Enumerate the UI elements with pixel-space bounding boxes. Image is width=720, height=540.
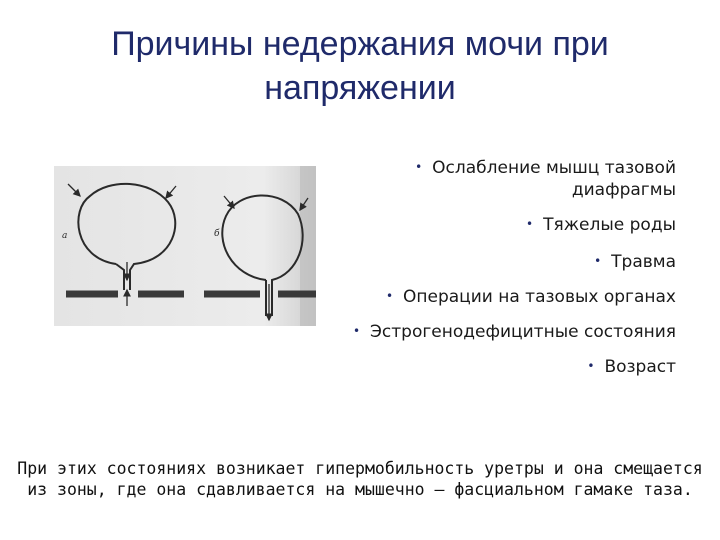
cause-item [346, 320, 676, 343]
bullet-icon: • [352, 324, 361, 338]
label-b: б [214, 229, 220, 239]
footer-explanation: При этих состояниях возникает гипермобильность уретры и она смещается из зоны, где она сдавливается на мышечно – фасциальном гамаке таза. [17, 459, 703, 499]
slide-title-line-1: Причины недержания мочи при [111, 25, 609, 63]
figure-background [54, 166, 316, 326]
cause-label: Тяжелые роды [543, 215, 676, 235]
bullet-icon: • [526, 217, 534, 231]
cause-item [346, 250, 676, 273]
bullet-icon: • [385, 289, 394, 303]
cause-item [346, 156, 676, 201]
slide-title [40, 22, 680, 110]
cause-item [346, 285, 676, 308]
cause-label: Возраст [604, 357, 676, 377]
label-a: а [62, 231, 68, 241]
bullet-icon: • [587, 359, 595, 373]
cause-item [346, 355, 676, 378]
bullet-icon: • [594, 254, 602, 268]
bladder-diagram-svg [54, 166, 316, 326]
bladder-diagram [54, 166, 316, 326]
cause-label: Травма [611, 252, 676, 272]
causes-list [346, 156, 676, 390]
cause-item [346, 213, 676, 236]
cause-label: Операции на тазовых органах [403, 287, 676, 307]
cause-label: Эстрогенодефицитные состояния [370, 322, 676, 342]
bullet-icon: • [415, 160, 423, 174]
slide-title-line-2: напряжении [264, 69, 456, 107]
cause-label: Ослабление мышц тазовой диафрагмы [432, 158, 676, 200]
